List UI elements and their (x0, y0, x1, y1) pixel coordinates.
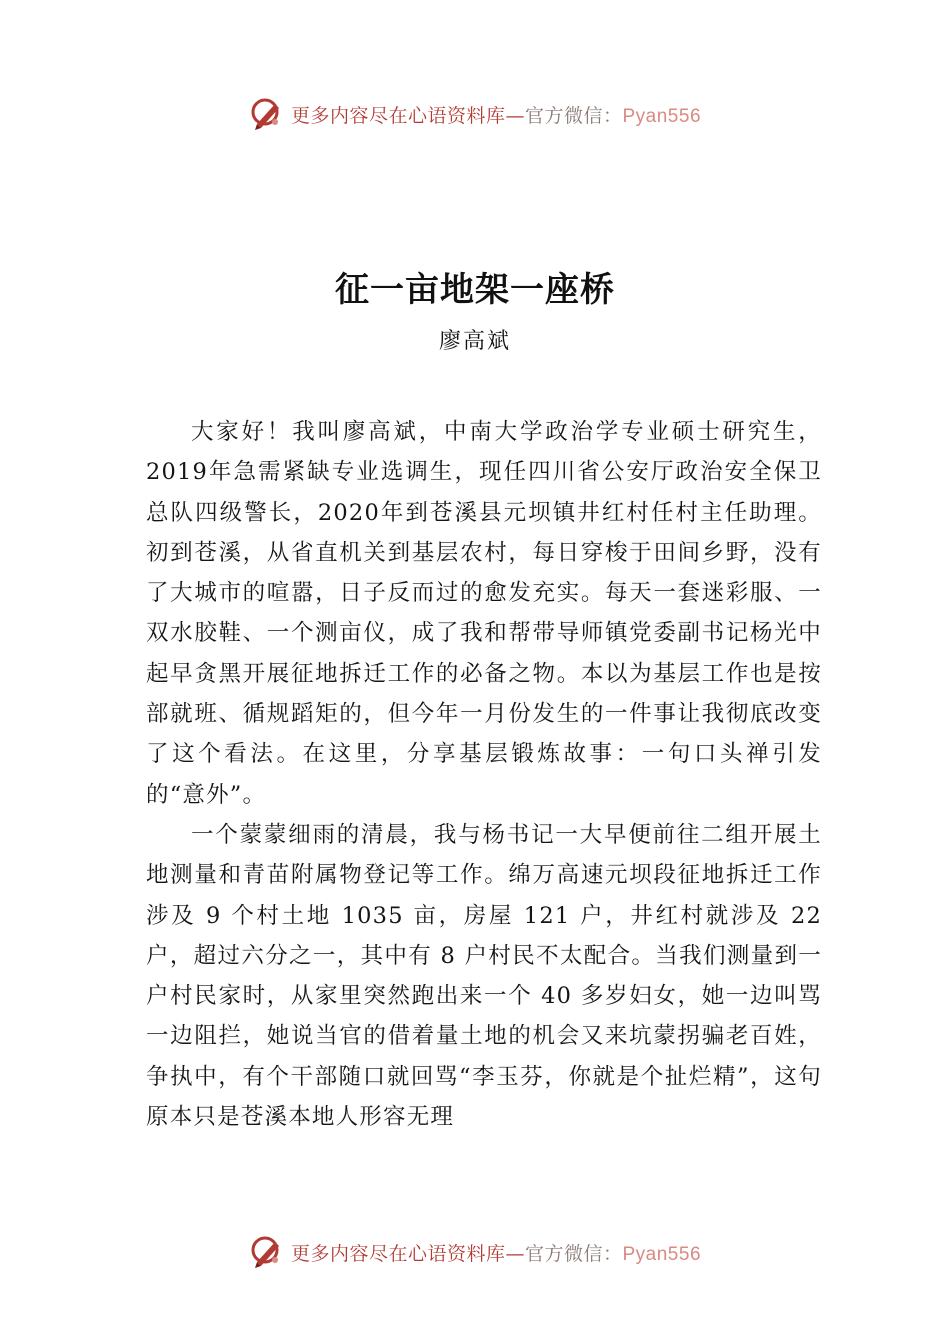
banner-wechat-id: Pyan556 (622, 105, 702, 127)
article-body (146, 412, 822, 1137)
article-title: 征一亩地架一座桥 (335, 270, 615, 310)
paragraph-2: 一个蒙蒙细雨的清晨，我与杨书记一大早便前往二组开展土地测量和青苗附属物登记等工作。绵万高速元坝段征地拆迁工作涉及 9 个村土地 1035 亩，房屋 121 户，井红村就涉及 22 户，超过六分之一，其中有 8 户村民不太配合。当我们测量到一户村民家时，从家里突然跑出来一个 40 多岁妇女，她一边叫骂一边阻拦，她说当官的借着量土地的机会又来坑蒙拐骗老百姓，争执中，有个干部随口就回骂“李玉芬，你就是个扯烂精”，这句原本只是苍溪本地人形容无理 (146, 821, 822, 1131)
pen-logo-icon (249, 1234, 285, 1270)
banner-main-text: 更多内容尽在心语资料库— (290, 1242, 525, 1265)
header-banner (0, 94, 950, 134)
paragraph-1: 大家好！我叫廖高斌，中南大学政治学专业硕士研究生，2019年急需紧缺专业选调生，现任四川省公安厅政治安全保卫总队四级警长，2020年到苍溪县元坝镇井红村任村主任助理。初到苍溪，从省直机关到基层农村，每日穿梭于田间乡野，没有了大城市的喧嚣，日子反而过的愈发充实。每天一套迷彩服、一双水胶鞋、一个测亩仪，成了我和帮带导师镇党委副书记杨光中起早贪黑开展征地拆迁工作的必备之物。本以为基层工作也是按部就班、循规蹈矩的，但今年一月份发生的一件事让我彻底改变了这个看法。在这里，分享基层锻炼故事：一句口头禅引发的“意外”。 (146, 419, 822, 808)
footer-banner (0, 1232, 950, 1272)
banner-wechat-label: 官方微信： (524, 1242, 623, 1265)
article-author: 廖高斌 (438, 329, 511, 354)
pen-logo-icon (249, 96, 285, 132)
banner-wechat-label: 官方微信： (524, 104, 623, 127)
banner-text (291, 101, 701, 128)
banner-wechat-id: Pyan556 (622, 1243, 702, 1265)
banner-text (291, 1239, 701, 1266)
banner-main-text: 更多内容尽在心语资料库— (290, 104, 525, 127)
